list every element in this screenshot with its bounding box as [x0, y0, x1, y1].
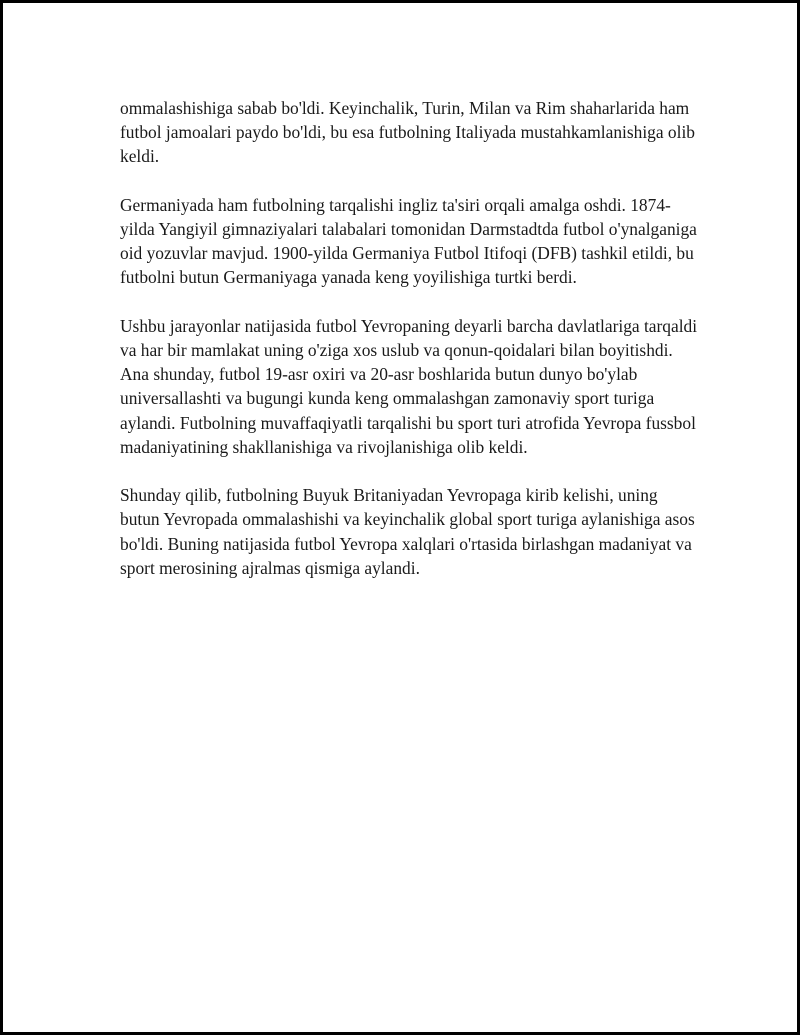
paragraph-italy-football: ommalashishiga sabab bo'ldi. Keyinchalik, Turin, Milan va Rim shaharlarida ham futbol jamoalari paydo bo'ldi, bu esa futbolning Italiyada mustahkamlanishiga olib keldi. [120, 98, 695, 167]
paragraph-conclusion: Shunday qilib, futbolning Buyuk Britaniyadan Yevropaga kirib kelishi, uning butun Yevropada ommalashishi va keyinchalik global sport turiga aylanishiga asos bo'ldi. Buning natijasida futbol Yevropa xalqlari o'rtasida birlashgan madaniyat va sport merosining ajralmas qismiga aylandi. [120, 485, 695, 578]
paragraph-germany-football: Germaniyada ham futbolning tarqalishi ingliz ta'siri orqali amalga oshdi. 1874-yilda Yangiyil gimnaziyalari talabalari tomonidan Darmstadtda futbol o'ynalganiga oid yozuvlar mavjud. 1900-yilda Germaniya Futbol Itifoqi (DFB) tashkil etildi, bu futbolni butun Germaniyaga yanada keng yoyilishiga turtki berdi. [120, 194, 697, 288]
paragraph-europe-spread: Ushbu jarayonlar natijasida futbol Yevropaning deyarli barcha davlatlariga tarqaldi va har bir mamlakat uning o'ziga xos uslub va qonun-qoidalari bilan boyitishdi. Ana shunday, futbol 19-asr oxiri va 20-asr boshlarida butun dunyo bo'ylab universallashti va bugungi kunda keng ommalashgan zamonaviy sport turiga aylandi. Futbolning muvaffaqiyatli tarqalishi bu sport turi atrofida Yevropa fussbol madaniyatining shakllanishiga va rivojlanishiga olib keldi. [120, 315, 698, 457]
document-body [120, 96, 700, 604]
